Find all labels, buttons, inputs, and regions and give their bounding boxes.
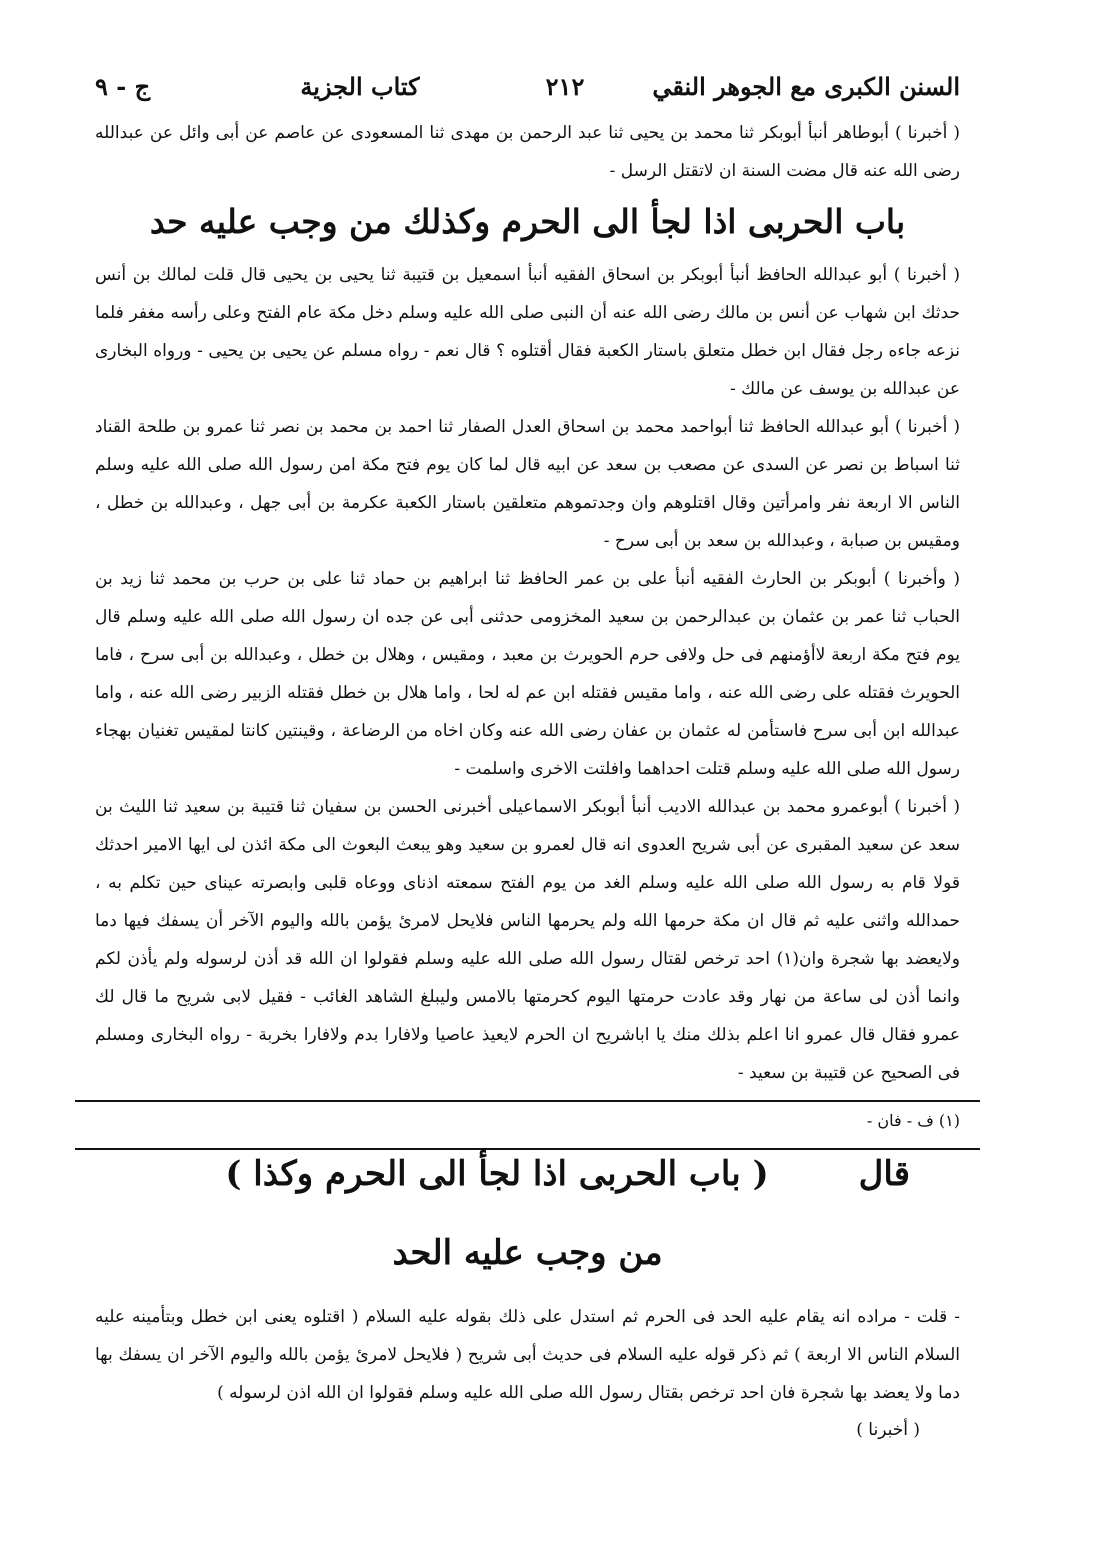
chapter-title: باب الحربى اذا لجأ الى الحرم وكذلك من وجب عليه حد xyxy=(149,202,906,241)
intro-paragraph: ( أخبرنا ) أبوطاهر أنبأ أبوبكر ثنا محمد بن يحيى ثنا عبد الرحمن بن مهدى ثنا المسعودى عن عاصم عن أبى وائل عن عبدالله رضى الله عنه قال مضت السنة ان لاتقتل الرسل - xyxy=(95,123,960,181)
running-header xyxy=(95,72,960,114)
volume-number: ج - ٩ xyxy=(95,72,151,101)
commentary-text: - قلت - مراده انه يقام عليه الحد فى الحرم ثم استدل على ذلك بقوله عليه السلام ( اقتلوه يعنى ابن خطل وبتأمينه عليه السلام الناس الا اربعة ) ثم ذكر قوله عليه السلام فى حديث أبى شريح ( فلايحل لامرئ يؤمن بالله واليوم الآخر ان يسفك بها دما ولا يعضد بها شجرة فان احد ترخص بقتال رسول الله صلى الله عليه وسلم فقولوا ان الله اذن لرسوله ) xyxy=(95,1307,960,1403)
qala-label: قال xyxy=(858,1154,910,1194)
book-title: كتاب الجزية xyxy=(300,72,420,101)
commentary-title-line2: من وجب عليه الحد xyxy=(392,1233,663,1273)
catchword: ( أخبرنا ) xyxy=(856,1420,920,1440)
hadith-paragraph: ( أخبرنا ) أبو عبدالله الحافظ ثنا أبواحمد محمد بن اسحاق العدل الصفار ثنا احمد بن محمد بن نصر ثنا عمرو بن طلحة القناد ثنا اسباط بن نصر عن السدى عن مصعب بن سعد عن ابيه قال لما كان يوم فتح مكة امن رسول الله صلى الله عليه وسلم الناس الا اربعة نفر وامرأتين وقال اقتلوهم وان وجدتموهم متعلقين باستار الكعبة عكرمة بن أبى جهل ، وعبدالله بن خطل ، ومقيس بن صبابة ، وعبدالله بن سعد بن أبى سرح - xyxy=(95,417,960,551)
page xyxy=(95,72,960,1448)
hadith-paragraph: ( أخبرنا ) أبو عبدالله الحافظ أنبأ أبوبكر بن اسحاق الفقيه أنبأ اسمعيل بن قتيبة ثنا يحيى بن يحيى قال قلت لمالك بن أنس حدثك ابن شهاب عن أنس بن مالك رضى الله عنه أن النبى صلى الله عليه وسلم دخل مكة عام الفتح وعلى رأسه مغفر فلما نزعه جاءه رجل فقال ابن خطل متعلق باستار الكعبة فقال أقتلوه ؟ قال نعم - رواه مسلم عن يحيى بن يحيى - ورواه البخارى عن عبدالله بن يوسف عن مالك - xyxy=(95,265,960,399)
commentary-divider xyxy=(75,1148,980,1150)
header-title: السنن الكبرى مع الجوهر النقي xyxy=(652,72,960,101)
commentary-heading xyxy=(95,1154,960,1218)
page-number: ٢١٢ xyxy=(545,72,585,101)
footnote: (١) ف - فان - xyxy=(866,1111,960,1130)
hadith-paragraph: ( وأخبرنا ) أبوبكر بن الحارث الفقيه أنبأ على بن عمر الحافظ ثنا ابراهيم بن حماد ثنا على بن حرب بن محمد ثنا زيد بن الحباب ثنا عمر بن عثمان بن عبدالرحمن بن سعيد المخزومى حدثنى أبى عن جده ان رسول الله صلى الله عليه وسلم قال يوم فتح مكة اربعة لاأؤمنهم فى حل ولافى حرم الحويرث بن معبد ، ومقيس ، وهلال بن خطل ، وعبدالله بن أبى سرح ، فاما الحويرث فقتله على رضى الله عنه ، واما مقيس فقتله ابن عم له لحا ، واما هلال بن خطل فقتله الزبير رضى الله عنه ، واما عبدالله ابن أبى سرح فاستأمن له عثمان بن عفان رضى الله عنه وكان اخاه من الرضاعة ، وقينتين كانتا لمقيس تغنيان بهجاء رسول الله صلى الله عليه وسلم قتلت احداهما وافلتت الاخرى واسلمت - xyxy=(95,569,960,779)
commentary-title-line1: ( باب الحربى اذا لجأ الى الحرم وكذا ) xyxy=(225,1154,769,1194)
hadith-paragraph: ( أخبرنا ) أبوعمرو محمد بن عبدالله الاديب أنبأ أبوبكر الاسماعيلى أخبرنى الحسن بن سفيان ثنا قتيبة بن سعيد ثنا الليث بن سعد عن سعيد المقبرى عن أبى شريح العدوى انه قال لعمرو بن سعيد وهو يبعث البعوث الى مكة ائذن لى ايها الامير احدثك قولا قام به رسول الله صلى الله عليه وسلم الغد من يوم الفتح سمعته اذناى ووعاه قلبى وابصرته عيناى حين تكلم به ، حمدالله واثنى عليه ثم قال ان مكة حرمها الله ولم يحرمها الناس فلايحل لامرئ يؤمن بالله واليوم الآخر أن يسفك فيها دما ولايعضد بها شجرة وان(١) احد ترخص لقتال رسول الله صلى الله عليه وسلم فقولوا ان الله قد أذن لرسوله ولم يأذن لكم وانما أذن لى ساعة من نهار وقد عادت حرمتها اليوم كحرمتها بالامس وليبلغ الشاهد الغائب - فقيل لابى شريح ما قال لك عمرو فقال قال عمرو انا اعلم بذلك منك يا اباشريح ان الحرم لايعيذ عاصيا ولافارا بدم ولافارا بخربة - رواه البخارى ومسلم فى الصحيح عن قتيبة بن سعيد - xyxy=(95,797,961,1083)
